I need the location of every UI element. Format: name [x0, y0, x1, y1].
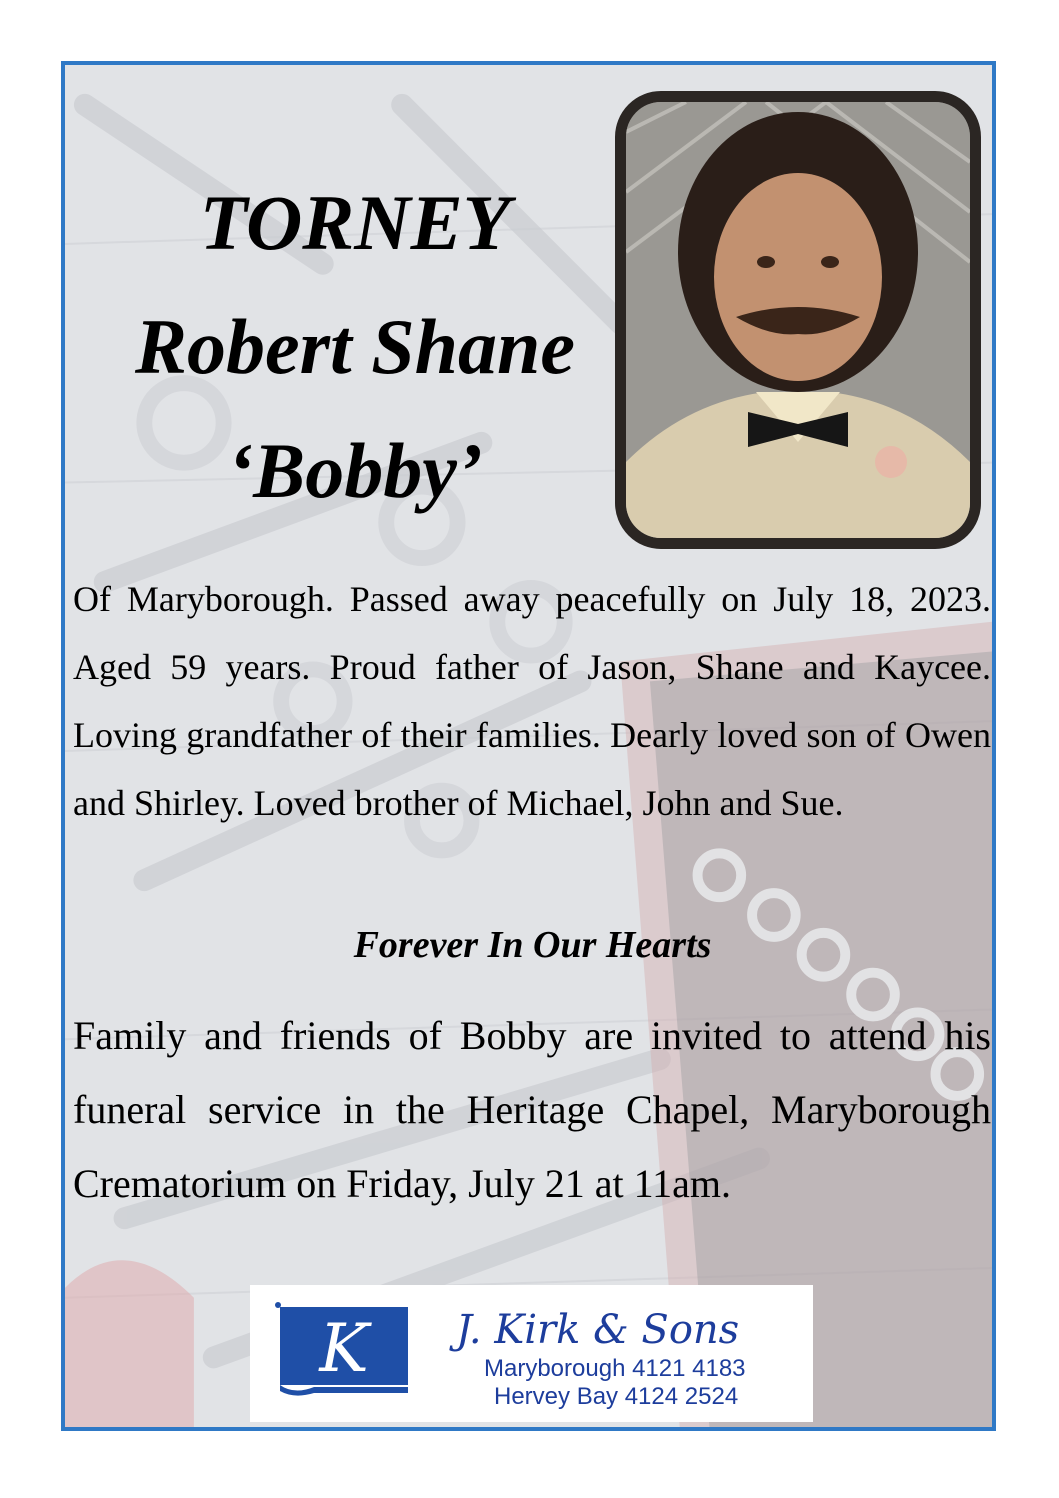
- tagline: Forever In Our Hearts: [353, 924, 712, 966]
- deceased-name-heading: [75, 161, 635, 533]
- surname: TORNEY: [199, 179, 511, 266]
- notice-frame: [61, 61, 996, 1431]
- portrait-photo: [615, 91, 981, 549]
- nickname: ‘Bobby’: [227, 427, 483, 514]
- svg-text:K: K: [319, 1310, 369, 1387]
- funeral-director-logo: [250, 1285, 813, 1422]
- maryborough-phone: Maryborough 4121 4183: [484, 1355, 746, 1382]
- kirk-k-emblem: [274, 1301, 414, 1396]
- given-names: Robert Shane: [135, 303, 575, 390]
- funeral-director-name: J. Kirk & Sons: [456, 1307, 740, 1353]
- notice-paragraph-1: Of Maryborough. Passed away peacefully on July 18, 2023. Aged 59 years. Proud father of Jason, Shane and Kaycee. Loving grandfather of their families. Dearly loved son of Owen and Shirley. Loved brother of Michael, John and Sue.: [73, 579, 991, 823]
- notice-paragraph-2: Family and friends of Bobby are invited to attend his funeral service in the Heritage Chapel, Maryborough Crematorium on Friday, July 21 at 11am.: [73, 1013, 991, 1206]
- hervey-bay-phone: Hervey Bay 4124 2524: [494, 1383, 739, 1410]
